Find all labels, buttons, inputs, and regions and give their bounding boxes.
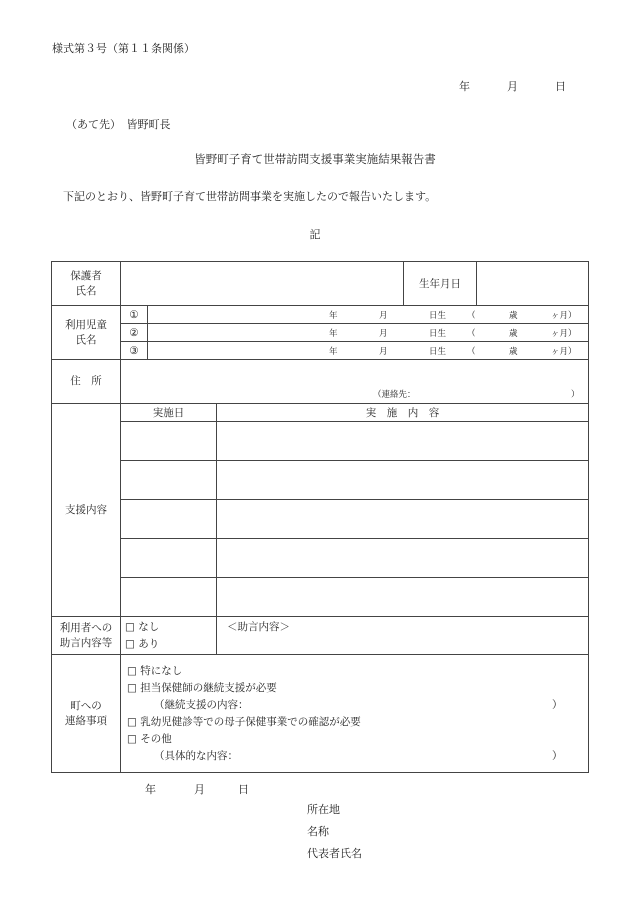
support-entry-row [52,422,589,461]
child-name-field-3[interactable]: 年 月 日生 （ 歳 ヶ月） [148,342,589,360]
advice-options [121,617,217,655]
guardian-name-field[interactable] [121,262,404,306]
advice-content-field[interactable] [217,617,589,655]
support-content-field[interactable] [217,500,589,539]
support-content-field[interactable] [217,539,589,578]
support-entry-row [52,500,589,539]
support-date-field[interactable] [121,461,217,500]
support-date-field[interactable] [121,578,217,617]
contact-close-paren: ） [571,390,580,400]
support-entry-row [52,578,589,617]
advice-yes-checkbox[interactable]: □ あり [125,637,160,650]
addressee: （あて先） 皆野町長 [66,118,171,131]
footer-month-label: 月 [194,783,205,796]
birthdate-label: 生年月日 [404,262,477,306]
support-date-field[interactable] [121,539,217,578]
form-number-label: 様式第３号（第１１条関係） [52,42,195,55]
town-contact-options [121,655,589,773]
town-contact-label: 町への 連絡事項 [52,655,121,773]
date-month-label: 月 [507,80,518,93]
child-row [52,324,589,342]
support-entry-row [52,539,589,578]
child-number-3: ③ [121,342,148,360]
footer-day-label: 日 [238,783,249,796]
support-content-field[interactable] [217,422,589,461]
child-label: 利用児童 氏名 [52,306,121,360]
child-number-1: ① [121,306,148,324]
date-column-header: 実施日 [121,404,217,422]
org-name-label: 名称 [307,825,329,838]
child-number-2: ② [121,324,148,342]
guardian-label: 保護者 氏名 [52,262,121,306]
other-detail[interactable]: （具体的な内容： ） [154,749,563,762]
birthdate-field[interactable] [477,262,589,306]
date-day-label: 日 [555,80,566,93]
contact-open-label: （連絡先： [373,390,416,400]
child-name-field-2[interactable]: 年 月 日生 （ 歳 ヶ月） [148,324,589,342]
support-entry-row [52,461,589,500]
continued-support-checkbox[interactable]: □ 担当保健師の継続支援が必要 [127,681,277,694]
guardian-row [52,262,589,306]
advice-none-checkbox[interactable]: □ なし [125,620,160,633]
location-label: 所在地 [307,803,340,816]
advice-row [52,617,589,655]
child-row [52,306,589,324]
address-row [52,360,589,404]
document-title: 皆野町子育て世帯訪問支援事業実施結果報告書 [194,152,436,166]
ki-heading: 記 [309,228,321,241]
continued-support-detail[interactable]: （継続支援の内容： ） [154,698,563,711]
representative-label: 代表者氏名 [307,847,362,860]
child-name-field-1[interactable]: 年 月 日生 （ 歳 ヶ月） [148,306,589,324]
intro-text: 下記のとおり、皆野町子育て世帯訪問事業を実施したので報告いたします。 [63,190,437,203]
date-year-label: 年 [459,80,470,93]
other-checkbox[interactable]: □ その他 [127,732,172,745]
town-contact-row [52,655,589,773]
health-check-confirm-checkbox[interactable]: □ 乳幼児健診等での母子保健事業での確認が必要 [127,715,361,728]
advice-label: 利用者への 助言内容等 [52,617,121,655]
support-content-field[interactable] [217,578,589,617]
child-row [52,342,589,360]
support-date-field[interactable] [121,422,217,461]
address-label: 住 所 [52,360,121,404]
address-field[interactable] [121,360,589,404]
report-form-table [51,261,589,773]
support-date-field[interactable] [121,500,217,539]
support-header-row [52,404,589,422]
support-label: 支援内容 [52,404,121,617]
advice-content-label: ＜助言内容＞ [227,621,290,633]
footer-year-label: 年 [145,783,156,796]
content-column-header: 実 施 内 容 [217,404,589,422]
no-issue-checkbox[interactable]: □ 特になし [127,664,183,677]
support-content-field[interactable] [217,461,589,500]
